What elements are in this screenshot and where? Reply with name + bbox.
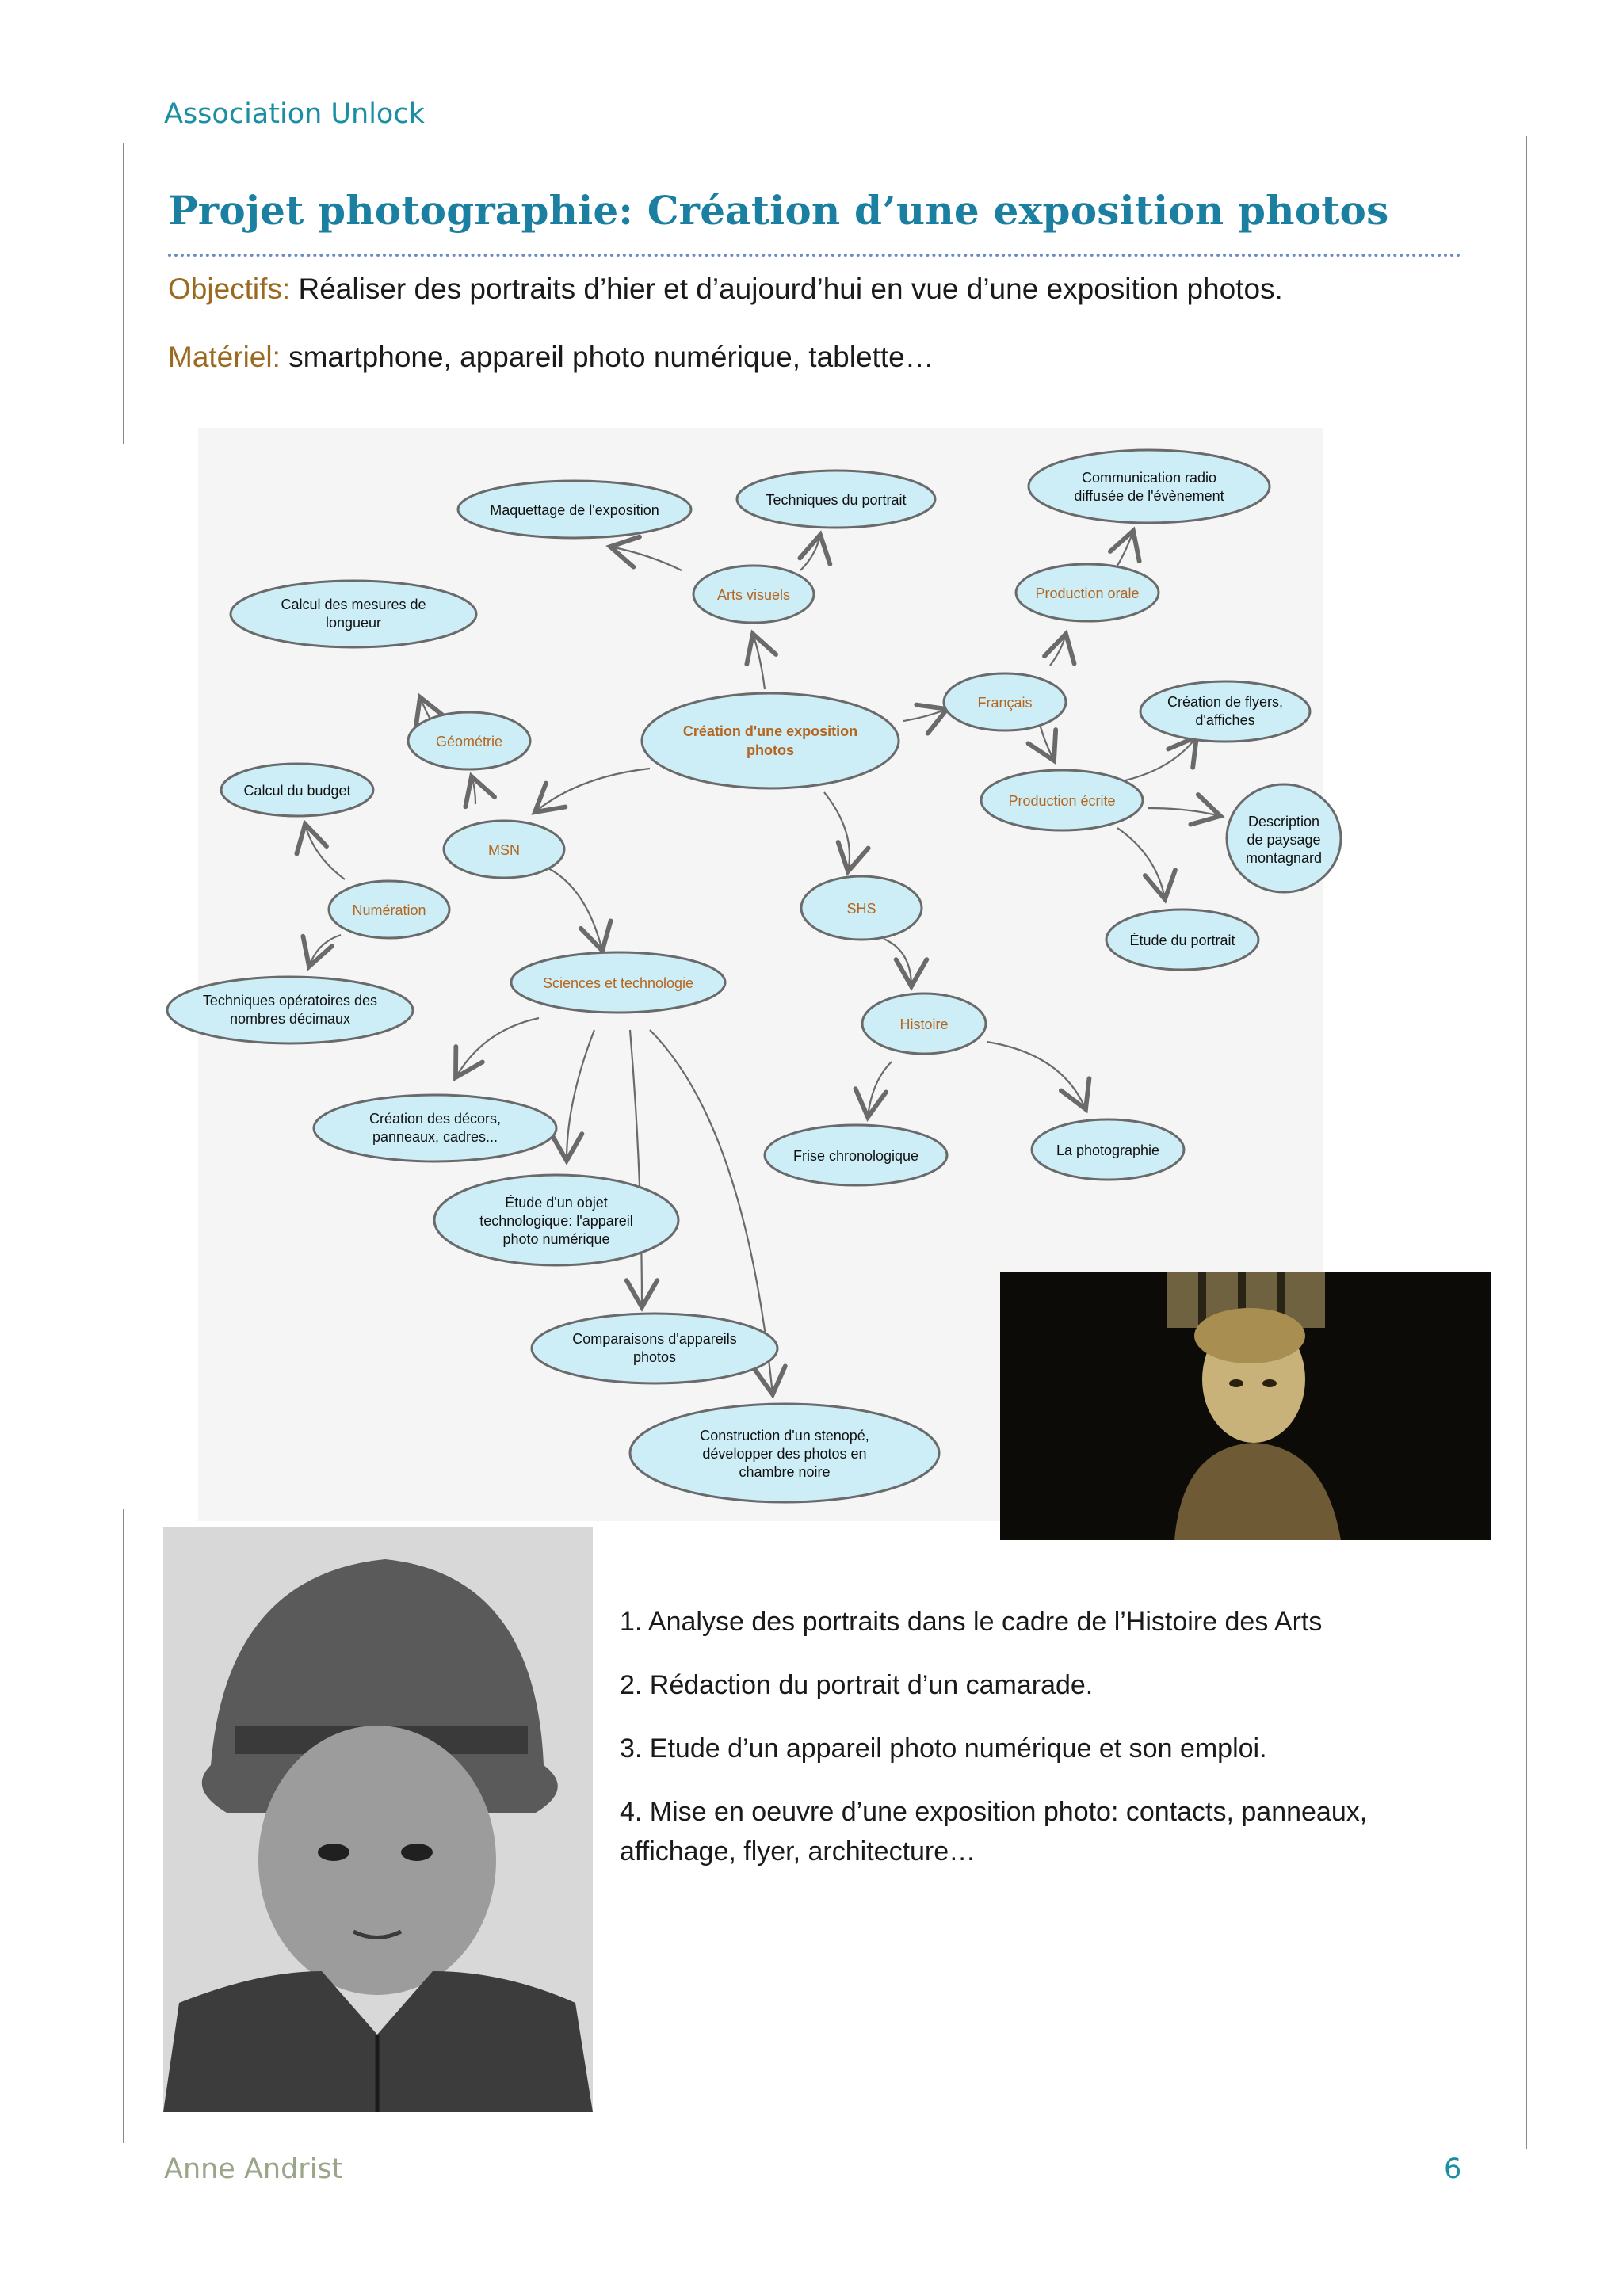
svg-text:Étude d'un objet: Étude d'un objet — [505, 1195, 608, 1211]
svg-text:Histoire: Histoire — [899, 1016, 949, 1032]
materials-text: smartphone, appareil photo numérique, tablette… — [280, 341, 934, 373]
node-geometrie — [408, 712, 530, 769]
svg-text:Communication radio: Communication radio — [1081, 470, 1217, 486]
node-maquettage — [458, 481, 691, 538]
svg-text:Maquettage de l'exposition: Maquettage de l'exposition — [490, 502, 659, 518]
objectives-label: Objectifs: — [168, 273, 291, 305]
list-item: 4. Mise en oeuvre d’une exposition photo: contacts, panneaux, — [620, 1797, 1368, 1827]
svg-text:Création des décors,: Création des décors, — [369, 1111, 502, 1127]
svg-text:Calcul du budget: Calcul du budget — [243, 783, 351, 799]
photo-girl-film-still — [1000, 1272, 1491, 1540]
photo-girl-illustration — [1000, 1272, 1491, 1540]
node-arts-visuels — [693, 566, 814, 623]
node-center-line2: photos — [747, 742, 794, 758]
list-item-continued: affichage, flyer, architecture… — [620, 1836, 976, 1867]
list-item: 1. Analyse des portraits dans le cadre de l’Histoire des Arts — [620, 1607, 1323, 1637]
node-techniques-portrait — [737, 471, 935, 528]
svg-text:Calcul des mesures de: Calcul des mesures de — [281, 597, 426, 612]
svg-text:Étude du portrait: Étude du portrait — [1129, 933, 1235, 948]
node-comparaisons — [532, 1314, 777, 1383]
svg-text:chambre noire: chambre noire — [739, 1464, 831, 1480]
materials-label: Matériel: — [168, 341, 281, 373]
node-sciences — [511, 952, 725, 1013]
footer-author: Anne Andrist — [164, 2153, 343, 2185]
svg-text:Arts visuels: Arts visuels — [716, 587, 791, 603]
node-center-line1: Création d'une exposition — [682, 723, 858, 739]
svg-text:Français: Français — [977, 695, 1033, 711]
node-francais — [944, 673, 1066, 730]
node-production-ecrite — [981, 770, 1143, 830]
page-title: Projet photographie: Création d’une exposition photos — [168, 187, 1389, 234]
svg-text:Techniques du portrait: Techniques du portrait — [766, 492, 907, 508]
svg-text:Frise chronologique: Frise chronologique — [792, 1148, 919, 1164]
node-calcul-mesures — [231, 581, 476, 647]
svg-text:Description: Description — [1247, 814, 1320, 830]
mind-map-connectors — [305, 531, 1220, 1394]
svg-text:Création de flyers,: Création de flyers, — [1167, 694, 1284, 710]
svg-text:longueur: longueur — [325, 615, 382, 631]
node-construction — [630, 1404, 939, 1502]
svg-text:photo numérique: photo numérique — [502, 1231, 610, 1247]
svg-text:diffusée de l'évènement: diffusée de l'évènement — [1074, 488, 1224, 504]
svg-text:photos: photos — [632, 1349, 677, 1365]
svg-text:Techniques opératoires des: Techniques opératoires des — [202, 993, 378, 1009]
svg-text:Production orale: Production orale — [1035, 585, 1140, 601]
svg-text:nombres décimaux: nombres décimaux — [229, 1011, 351, 1027]
photo-boy-illustration — [163, 1527, 593, 2112]
header-organization: Association Unlock — [164, 98, 425, 130]
node-creation-flyers — [1140, 681, 1310, 742]
svg-text:La photographie: La photographie — [1056, 1142, 1160, 1158]
page-number: 6 — [1444, 2153, 1462, 2185]
steps-list — [620, 1602, 1491, 1871]
svg-text:développer des photos en: développer des photos en — [702, 1446, 867, 1462]
svg-text:panneaux, cadres...: panneaux, cadres... — [372, 1129, 498, 1145]
node-etude-portrait — [1106, 910, 1258, 970]
node-calcul-budget — [221, 764, 373, 816]
svg-text:MSN: MSN — [488, 842, 520, 858]
node-communication — [1029, 450, 1270, 523]
svg-text:montagnard: montagnard — [1245, 850, 1323, 866]
node-creation-decors — [314, 1095, 556, 1161]
list-item: 2. Rédaction du portrait d’un camarade. — [620, 1670, 1094, 1700]
svg-text:Numération: Numération — [352, 902, 426, 918]
svg-text:de paysage: de paysage — [1247, 832, 1321, 848]
svg-text:technologique: l'appareil: technologique: l'appareil — [479, 1213, 633, 1229]
svg-text:SHS: SHS — [846, 901, 876, 917]
node-photographie — [1032, 1119, 1184, 1180]
svg-text:d'affiches: d'affiches — [1195, 712, 1255, 728]
node-etude-objet — [434, 1175, 678, 1265]
node-center — [642, 693, 899, 788]
objectives-text: Réaliser des portraits d’hier et d’aujourd’hui en vue d’une exposition photos. — [290, 273, 1283, 305]
node-numeration — [329, 881, 449, 938]
svg-text:Comparaisons d'appareils: Comparaisons d'appareils — [572, 1331, 737, 1347]
photo-boy-portrait — [163, 1527, 593, 2112]
svg-text:Construction d'un stenopé,: Construction d'un stenopé, — [700, 1428, 869, 1444]
svg-text:Géométrie: Géométrie — [435, 734, 503, 749]
node-frise — [765, 1125, 947, 1185]
list-item: 3. Etude d’un appareil photo numérique et son emploi. — [620, 1733, 1267, 1764]
node-histoire — [862, 994, 986, 1054]
svg-text:Production écrite: Production écrite — [1008, 793, 1116, 809]
node-techniques-operatoires — [167, 977, 413, 1043]
node-shs — [801, 876, 922, 940]
svg-text:Sciences et technologie: Sciences et technologie — [542, 975, 694, 991]
node-msn — [444, 821, 564, 878]
node-description — [1227, 784, 1341, 892]
node-production-orale — [1016, 564, 1159, 621]
